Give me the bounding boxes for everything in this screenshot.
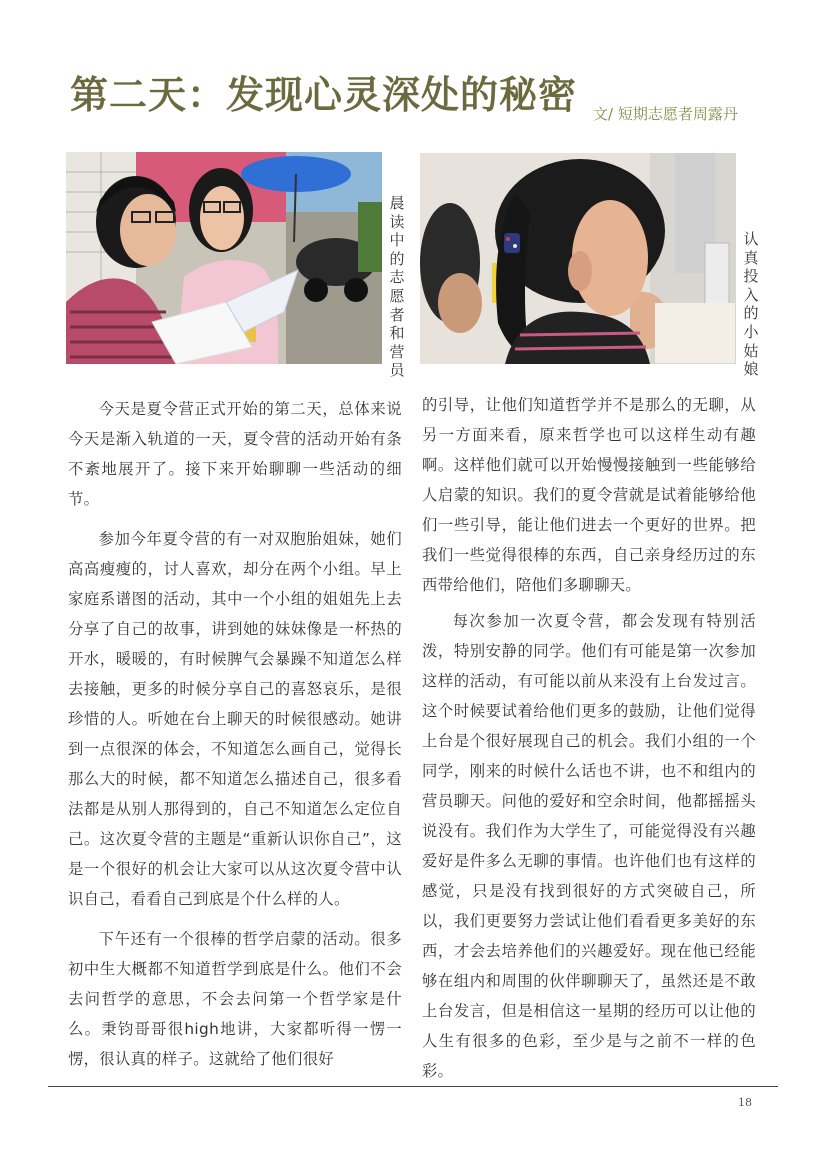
- article-column-right: [422, 390, 756, 1086]
- footer-divider: [48, 1086, 778, 1087]
- photo-focused-girl: [420, 153, 736, 364]
- page-number: 18: [738, 1096, 752, 1109]
- paragraph: 参加今年夏令营的有一对双胞胎姐妹，她们高高瘦瘦的，讨人喜欢，却分在两个小组。早上家庭系谱图的活动，其中一个小组的姐姐先上去分享了自己的故事，讲到她的妹妹像是一杯热的开水，暖暖的，有时候脾气会暴躁不知道怎么样去接触，更多的时候分享自己的喜怒哀乐，是很珍惜的人。听她在台上聊天的时候很感动。她讲到一点很深的体会，不知道怎么画自己，觉得长那么大的时候，都不知道怎么描述自己，很多看法都是从别人那得到的，自己不知道怎么定位自己。这次夏令营的主题是“重新认识你自己”，这是一个很好的机会让大家可以从这次夏令营中认识自己，看看自己到底是个什么样的人。: [68, 530, 402, 908]
- paragraph: 今天是夏令营正式开始的第二天，总体来说今天是渐入轨道的一天，夏令营的活动开始有条不紊地展开了。接下来开始聊聊一些活动的细节。: [68, 400, 402, 508]
- article-title: 第二天：发现心灵深处的秘密: [70, 72, 578, 117]
- photo-morning-reading: [66, 152, 382, 364]
- paragraph: 下午还有一个很棒的哲学启蒙的活动。很多初中生大概都不知道哲学到底是什么。他们不会去问哲学的意思，不会去问第一个哲学家是什么。秉钧哥哥很high地讲，大家都听得一愣一愣，很认真的样子。这就给了他们很好: [68, 930, 402, 1068]
- photo-caption-right: 认真投入的小姑娘: [743, 230, 759, 379]
- author-byline: 文/ 短期志愿者周露丹: [593, 105, 738, 123]
- photo-caption-left: 晨读中的志愿者和营员: [389, 194, 405, 380]
- paragraph: 的引导，让他们知道哲学并不是那么的无聊，从另一方面来看，原来哲学也可以这样生动有趣啊。这样他们就可以开始慢慢接触到一些能够给人启蒙的知识。我们的夏令营就是试着能够给他们一些引导，能让他们进去一个更好的世界。把我们一些觉得很棒的东西，自己亲身经历过的东西带给他们，陪他们多聊聊天。: [422, 396, 756, 594]
- paragraph: 每次参加一次夏令营，都会发现有特别活泼，特别安静的同学。他们有可能是第一次参加这样的活动，有可能以前从来没有上台发过言。这个时候要试着给他们更多的鼓励，让他们觉得上台是个很好展现自己的机会。我们小组的一个同学，刚来的时候什么话也不讲，也不和组内的营员聊天。问他的爱好和空余时间，他都摇摇头说没有。我们作为大学生了，可能觉得没有兴趣爱好是件多么无聊的事情。也许他们也有这样的感觉，只是没有找到很好的方式突破自己，所以，我们更要努力尝试让他们看看更多美好的东西，才会去培养他们的兴趣爱好。现在他已经能够在组内和周围的伙伴聊聊天了，虽然还是不敢上台发言，但是相信这一星期的经历可以让他的人生有很多的色彩，至少是与之前不一样的色彩。: [422, 612, 756, 1080]
- article-column-left: [68, 394, 402, 1074]
